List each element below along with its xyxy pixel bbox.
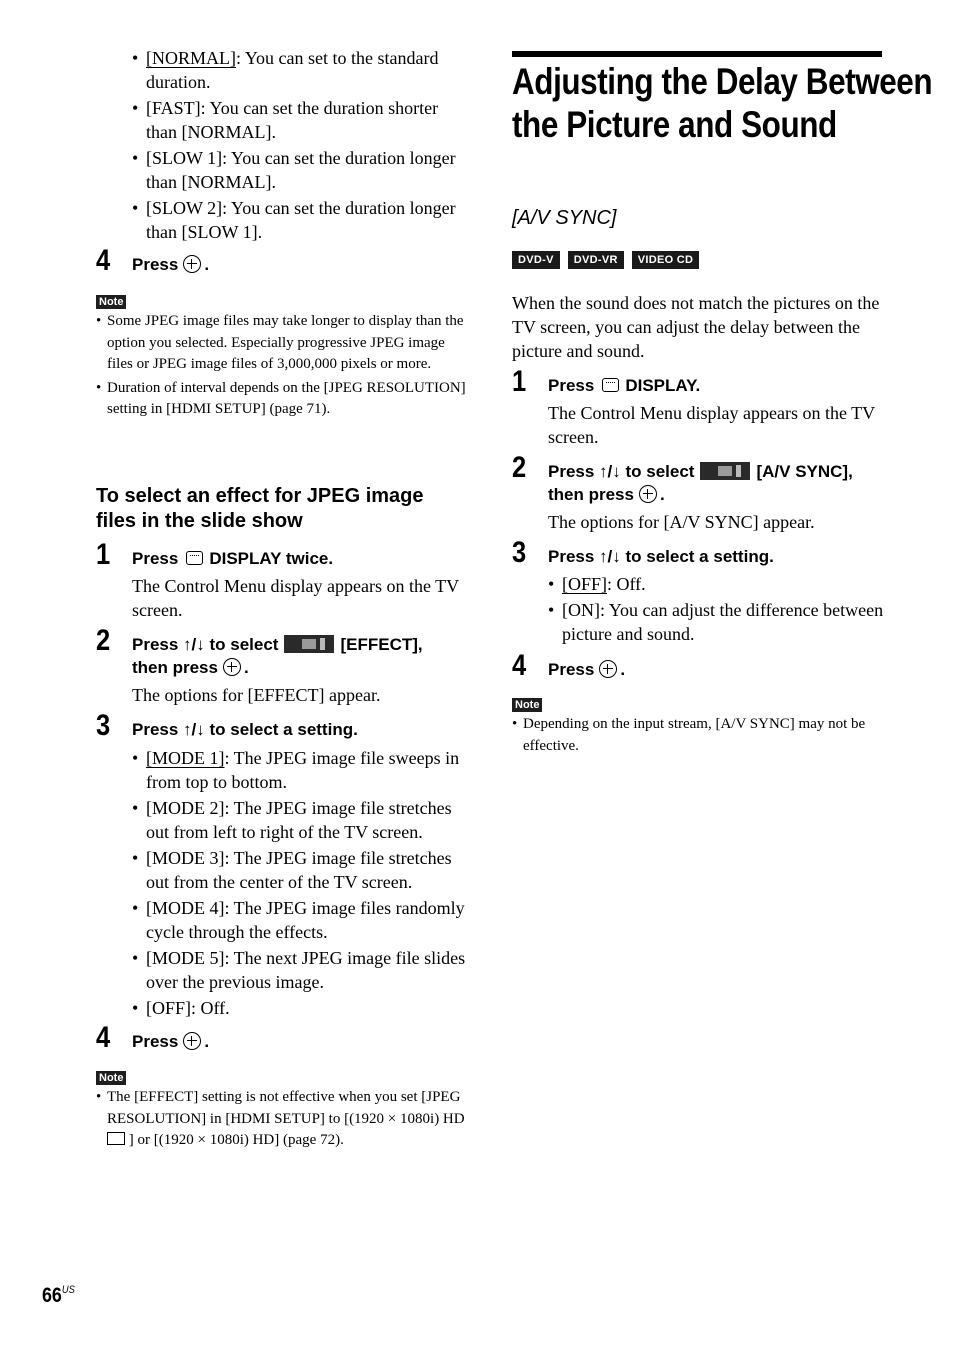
note-item: • Depending on the input stream, [A/V SYNC] may not be effective. xyxy=(512,714,884,757)
list-item: • [OFF]: Off. xyxy=(132,996,468,1020)
list-item: • [SLOW 1]: You can set the duration longer than [NORMAL]. xyxy=(132,146,468,194)
list-item: • [OFF]: Off. xyxy=(548,572,884,596)
list-item: • [MODE 3]: The JPEG image file stretches out from the center of the TV screen. xyxy=(132,846,468,894)
page-title: Adjusting the Delay Between the Picture and Sound xyxy=(512,61,933,145)
list-item: • [NORMAL]: You can set to the standard duration. xyxy=(132,46,468,94)
note-label: Note xyxy=(96,295,126,309)
effect-menu-icon xyxy=(284,635,334,653)
list-item: • [FAST]: You can set the duration shorter than [NORMAL]. xyxy=(132,96,468,144)
enter-button-icon xyxy=(599,660,617,678)
list-item: • [MODE 1]: The JPEG image file sweeps in from top to bottom. xyxy=(132,746,468,794)
list-item: • [MODE 4]: The JPEG image files randomly cycle through the effects. xyxy=(132,896,468,944)
enter-button-icon xyxy=(639,485,657,503)
effect-options-list xyxy=(132,746,468,1022)
intro-paragraph: When the sound does not match the pictures on the TV screen, you can adjust the delay between the picture and sound. xyxy=(512,293,880,361)
section-subheading: To select an effect for JPEG image files in the slide show xyxy=(96,485,424,532)
duration-options-list xyxy=(132,46,468,246)
display-button-icon xyxy=(602,378,619,392)
note-list xyxy=(96,311,468,423)
screen-mode-icon xyxy=(107,1132,125,1145)
enter-button-icon xyxy=(183,1032,201,1050)
list-item: • [SLOW 2]: You can set the duration longer than [SLOW 1]. xyxy=(132,196,468,244)
title-rule xyxy=(512,51,882,57)
note-list xyxy=(96,1087,468,1154)
section-subtitle: [A/V SYNC] xyxy=(512,207,617,229)
note-item: • Duration of interval depends on the [JPEG RESOLUTION] setting in [HDMI SETUP] (page 71). xyxy=(96,378,468,421)
list-item: • [MODE 2]: The JPEG image file stretches out from left to right of the TV screen. xyxy=(132,796,468,844)
note-item: • The [EFFECT] setting is not effective when you set [JPEG RESOLUTION] in [HDMI SETUP] to [(1920 × 1080i) HD ] or [(1920 × 1080i) HD] (page 72). xyxy=(96,1087,468,1152)
disc-type-badges xyxy=(512,250,707,269)
note-label: Note xyxy=(512,698,542,712)
enter-button-icon xyxy=(183,255,201,273)
avsync-options-list xyxy=(548,572,884,648)
list-item: • [MODE 5]: The next JPEG image file slides over the previous image. xyxy=(132,946,468,994)
badge-dvd-vr: DVD-VR xyxy=(568,251,624,269)
step-number: 4 xyxy=(96,244,111,277)
page-number: $66^{US}$ xyxy=(42,1284,75,1307)
note-list xyxy=(512,714,884,759)
display-button-icon xyxy=(186,551,203,565)
enter-button-icon xyxy=(223,658,241,676)
note-label: Note xyxy=(96,1071,126,1085)
note-item: • Some JPEG image files may take longer to display than the option you selected. Especially progressive JPEG image files or JPEG image files of 3,000,000 pixels or more. xyxy=(96,311,468,376)
av-sync-menu-icon xyxy=(700,462,750,480)
list-item: • [ON]: You can adjust the difference between picture and sound. xyxy=(548,598,884,646)
badge-video-cd: VIDEO CD xyxy=(632,251,700,269)
badge-dvd-v: DVD-V xyxy=(512,251,560,269)
